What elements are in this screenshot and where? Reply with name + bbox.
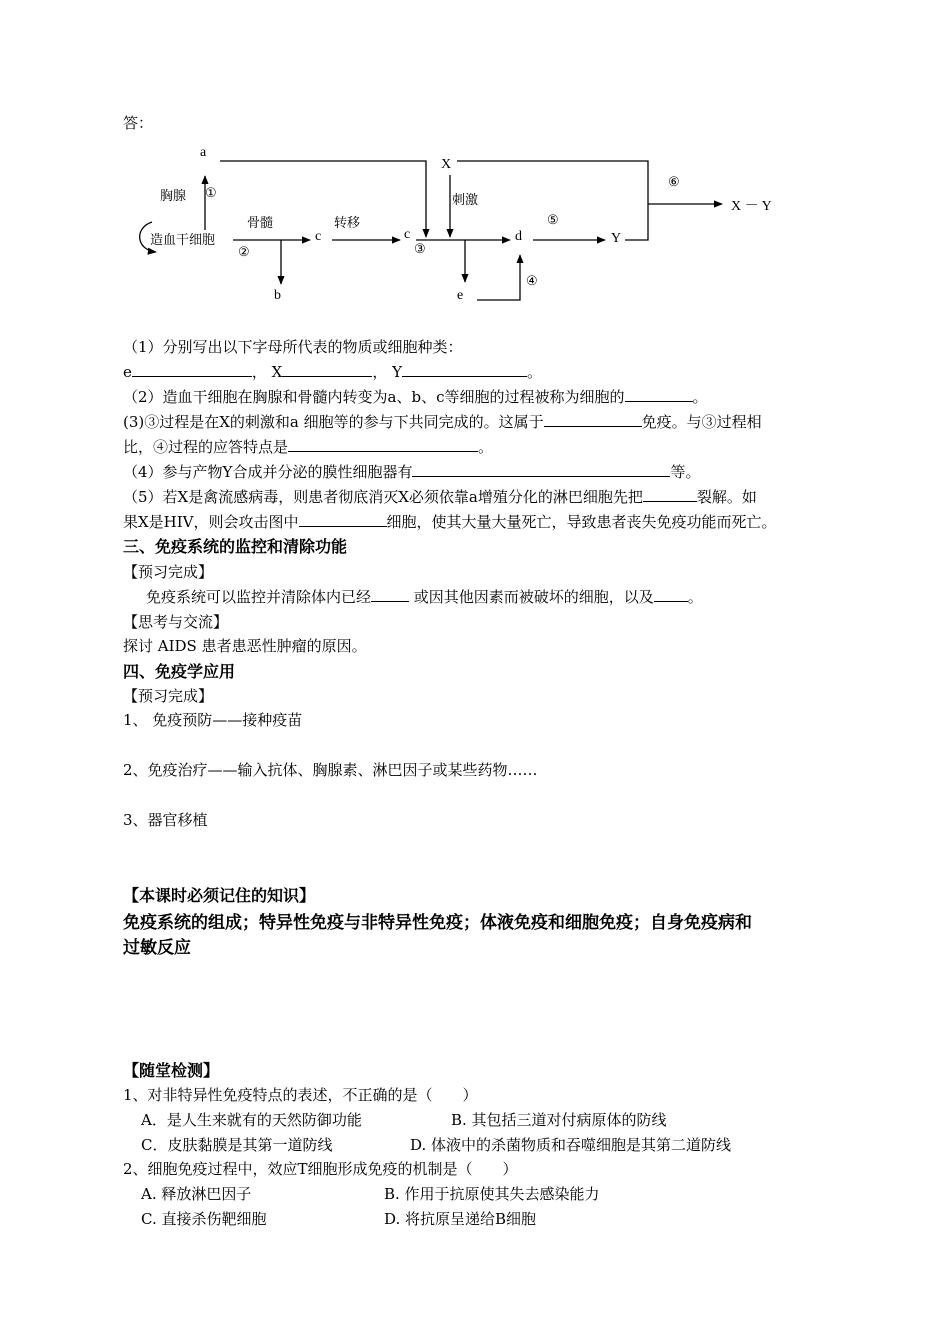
test-q2-option-a[interactable]: A. 释放淋巴因子: [141, 1185, 252, 1203]
label-bone-marrow: 骨髓: [247, 216, 274, 231]
section-4-item-3: 3、器官移植: [123, 811, 208, 829]
section-4-preview: 【预习完成】: [123, 687, 214, 705]
label-c2: c: [404, 227, 411, 242]
num-3: ③: [414, 242, 426, 257]
blank-x[interactable]: [282, 362, 372, 377]
label-transfer: 转移: [334, 216, 361, 231]
question-1-blanks: e ， X ， Y 。: [123, 363, 543, 381]
section-3-text: 免疫系统可以监控并清除体内已经 或因其他因素而被破坏的细胞，以及 。: [146, 588, 703, 606]
label-x-minus-y: X － Y: [731, 199, 772, 214]
answer-label: 答：: [123, 114, 154, 132]
test-q1-option-b[interactable]: B. 其包括三道对付病原体的防线: [451, 1111, 667, 1129]
blank-s3b[interactable]: [654, 587, 688, 602]
blank-q5a[interactable]: [643, 487, 697, 502]
question-2: （2）造血干细胞在胸腺和骨髓内转变为a、b、c等细胞的过程被称为细胞的 。: [123, 388, 708, 406]
test-q2-option-b[interactable]: B. 作用于抗原使其失去感染能力: [384, 1185, 600, 1203]
blank-q3a[interactable]: [544, 412, 642, 427]
section-3-discuss: 探讨 AIDS 患者患恶性肿瘤的原因。: [123, 637, 367, 655]
test-q2-option-d[interactable]: D. 将抗原呈递给B细胞: [384, 1210, 537, 1228]
section-4-item-1: 1、 免疫预防——接种疫苗: [123, 711, 303, 729]
test-q1: 1、对非特异性免疫特点的表述，不正确的是（ ）: [123, 1086, 478, 1104]
section-3-think: 【思考与交流】: [123, 613, 229, 631]
label-c1: c: [315, 229, 322, 244]
num-1: ①: [205, 186, 217, 201]
section-3-title: 三、免疫系统的监控和清除功能: [123, 537, 348, 556]
section-4-title: 四、免疫学应用: [123, 662, 236, 681]
blank-s3a[interactable]: [371, 587, 409, 602]
num-6: ⑥: [668, 175, 680, 190]
diagram-arrows: [0, 0, 950, 320]
label-e: e: [457, 288, 464, 303]
question-5: （5）若X是禽流感病毒，则患者彻底消灭X必须依靠a增殖分化的淋巴细胞先把 裂解。如: [123, 488, 757, 506]
test-q2: 2、细胞免疫过程中，效应T细胞形成免疫的机制是（ ）: [123, 1160, 518, 1178]
question-3-cont: 比，④过程的应答特点是 。: [123, 438, 494, 456]
knowledge-line-2: 过敏反应: [123, 938, 191, 958]
question-3: (3)③过程是在X的刺激和a 细胞等的参与下共同完成的。这属于 免疫。与③过程相: [123, 413, 762, 431]
blank-q2[interactable]: [625, 387, 693, 402]
num-5: ⑤: [547, 213, 559, 228]
line-x-y: [457, 161, 648, 240]
label-a: a: [200, 145, 207, 160]
blank-e[interactable]: [132, 362, 252, 377]
num-2: ②: [238, 245, 250, 260]
knowledge-title: 【本课时必须记住的知识】: [123, 886, 316, 905]
section-3-preview: 【预习完成】: [123, 563, 214, 581]
test-q1-option-c[interactable]: C．皮肤黏膜是其第一道防线: [141, 1136, 333, 1154]
section-4-item-2: 2、免疫治疗——输入抗体、胸腺素、淋巴因子或某些药物……: [123, 761, 538, 779]
blank-q3b[interactable]: [288, 437, 478, 452]
arrow-e-to-d: [477, 255, 520, 300]
question-1: （1）分别写出以下字母所代表的物质或细胞种类：: [123, 338, 463, 356]
knowledge-line-1: 免疫系统的组成；特异性免疫与非特异性免疫；体液免疫和细胞免疫；自身免疫病和: [123, 913, 752, 933]
test-q2-option-c[interactable]: C. 直接杀伤靶细胞: [141, 1210, 267, 1228]
label-x: X: [441, 157, 452, 172]
test-title: 【随堂检测】: [123, 1061, 220, 1080]
question-5-cont: 果X是HIV，则会攻击图中 细胞，使其大量大量死亡，导致患者丧失免疫功能而死亡。: [123, 513, 777, 531]
blank-y[interactable]: [402, 362, 527, 377]
num-4: ④: [526, 274, 538, 289]
label-d: d: [515, 229, 522, 244]
label-stimulus: 刺激: [452, 193, 479, 208]
label-y: Y: [611, 231, 622, 246]
label-b: b: [274, 288, 281, 303]
test-q1-option-d[interactable]: D. 体液中的杀菌物质和吞噬细胞是其第二道防线: [410, 1136, 732, 1154]
blank-q4[interactable]: [412, 462, 670, 477]
test-q1-option-a[interactable]: A．是人生来就有的天然防御功能: [141, 1111, 362, 1129]
question-4: （4）参与产物Y合成并分泌的膜性细胞器有 等。: [123, 463, 701, 481]
label-thymus: 胸腺: [160, 189, 187, 204]
label-stem-cell: 造血干细胞: [150, 233, 216, 248]
blank-q5b[interactable]: [299, 512, 387, 527]
